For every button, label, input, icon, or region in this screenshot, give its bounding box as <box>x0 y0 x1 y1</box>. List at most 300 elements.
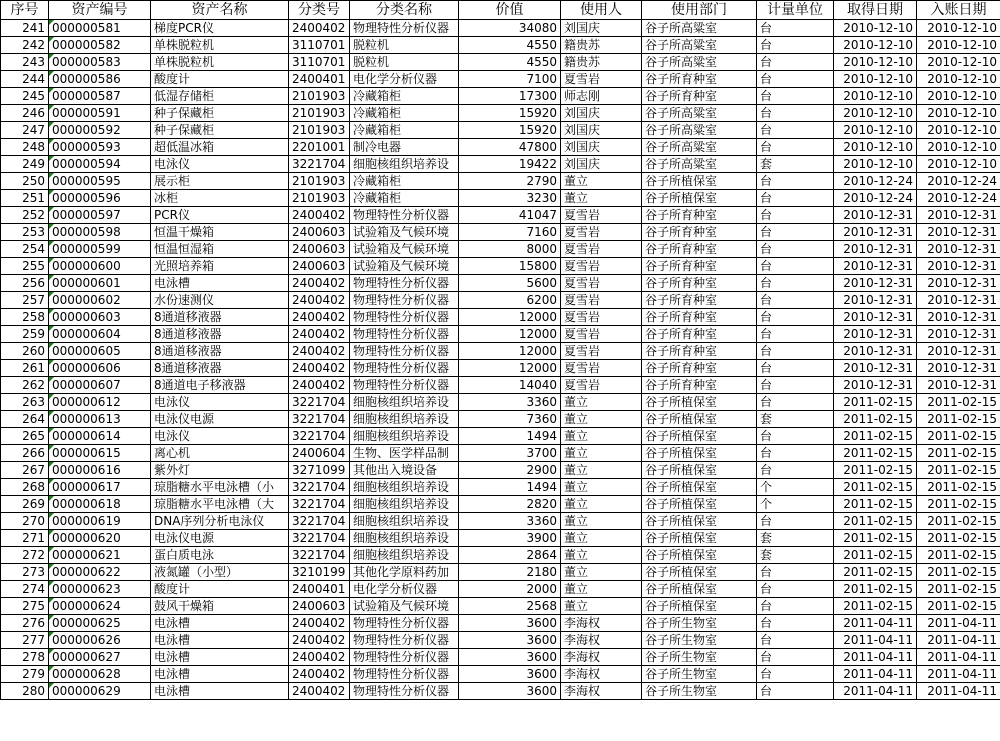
cell-booked-date[interactable]: 2011-02-15 <box>917 411 1000 428</box>
cell-asset-name[interactable]: PCR仪 <box>151 207 289 224</box>
cell-index[interactable]: 254 <box>1 241 49 258</box>
cell-asset-code[interactable]: 000000603 <box>49 309 151 326</box>
header-cell-department[interactable]: 使用部门 <box>642 1 757 20</box>
cell-category-name[interactable]: 细胞核组织培养设 <box>350 156 459 173</box>
cell-index[interactable]: 280 <box>1 683 49 700</box>
cell-unit[interactable]: 台 <box>757 54 834 71</box>
cell-asset-code[interactable]: 000000614 <box>49 428 151 445</box>
cell-acquired-date[interactable]: 2010-12-31 <box>834 292 917 309</box>
cell-booked-date[interactable]: 2011-04-11 <box>917 683 1000 700</box>
cell-category-code[interactable]: 2400402 <box>289 20 350 37</box>
cell-category-name[interactable]: 细胞核组织培养设 <box>350 411 459 428</box>
cell-index[interactable]: 243 <box>1 54 49 71</box>
cell-value[interactable]: 2000 <box>459 581 561 598</box>
cell-user[interactable]: 夏雪岩 <box>561 207 642 224</box>
cell-value[interactable]: 34080 <box>459 20 561 37</box>
cell-unit[interactable]: 台 <box>757 326 834 343</box>
cell-category-code[interactable]: 2101903 <box>289 173 350 190</box>
cell-user[interactable]: 刘国庆 <box>561 105 642 122</box>
cell-value[interactable]: 3900 <box>459 530 561 547</box>
cell-asset-name[interactable]: 种子保藏柜 <box>151 105 289 122</box>
cell-asset-code[interactable]: 000000582 <box>49 37 151 54</box>
cell-category-code[interactable]: 2400604 <box>289 445 350 462</box>
cell-asset-name[interactable]: 离心机 <box>151 445 289 462</box>
cell-booked-date[interactable]: 2010-12-31 <box>917 377 1000 394</box>
cell-category-name[interactable]: 脱粒机 <box>350 54 459 71</box>
cell-acquired-date[interactable]: 2011-02-15 <box>834 564 917 581</box>
cell-acquired-date[interactable]: 2010-12-31 <box>834 275 917 292</box>
cell-booked-date[interactable]: 2010-12-31 <box>917 326 1000 343</box>
cell-acquired-date[interactable]: 2011-02-15 <box>834 581 917 598</box>
cell-category-code[interactable]: 2400402 <box>289 326 350 343</box>
cell-asset-name[interactable]: 酸度计 <box>151 71 289 88</box>
cell-unit[interactable]: 套 <box>757 156 834 173</box>
cell-user[interactable]: 刘国庆 <box>561 20 642 37</box>
cell-asset-name[interactable]: 恒温恒湿箱 <box>151 241 289 258</box>
cell-booked-date[interactable]: 2010-12-31 <box>917 360 1000 377</box>
cell-acquired-date[interactable]: 2011-02-15 <box>834 394 917 411</box>
cell-category-name[interactable]: 细胞核组织培养设 <box>350 530 459 547</box>
cell-user[interactable]: 刘国庆 <box>561 156 642 173</box>
cell-booked-date[interactable]: 2011-02-15 <box>917 564 1000 581</box>
cell-asset-name[interactable]: 展示柜 <box>151 173 289 190</box>
cell-index[interactable]: 273 <box>1 564 49 581</box>
cell-asset-code[interactable]: 000000621 <box>49 547 151 564</box>
cell-unit[interactable]: 台 <box>757 241 834 258</box>
cell-category-name[interactable]: 物理特性分析仪器 <box>350 615 459 632</box>
cell-acquired-date[interactable]: 2010-12-31 <box>834 360 917 377</box>
cell-booked-date[interactable]: 2011-04-11 <box>917 666 1000 683</box>
cell-asset-code[interactable]: 000000592 <box>49 122 151 139</box>
cell-value[interactable]: 14040 <box>459 377 561 394</box>
cell-category-name[interactable]: 冷藏箱柜 <box>350 88 459 105</box>
cell-category-name[interactable]: 物理特性分析仪器 <box>350 275 459 292</box>
cell-asset-name[interactable]: 电泳仪 <box>151 428 289 445</box>
cell-category-name[interactable]: 物理特性分析仪器 <box>350 632 459 649</box>
cell-booked-date[interactable]: 2011-02-15 <box>917 581 1000 598</box>
cell-value[interactable]: 15800 <box>459 258 561 275</box>
cell-category-code[interactable]: 2400402 <box>289 377 350 394</box>
cell-department[interactable]: 谷子所生物室 <box>642 649 757 666</box>
cell-unit[interactable]: 台 <box>757 275 834 292</box>
cell-acquired-date[interactable]: 2010-12-10 <box>834 71 917 88</box>
cell-asset-code[interactable]: 000000581 <box>49 20 151 37</box>
cell-department[interactable]: 谷子所高粱室 <box>642 139 757 156</box>
cell-category-name[interactable]: 物理特性分析仪器 <box>350 683 459 700</box>
cell-acquired-date[interactable]: 2011-04-11 <box>834 649 917 666</box>
cell-index[interactable]: 247 <box>1 122 49 139</box>
cell-department[interactable]: 谷子所植保室 <box>642 445 757 462</box>
cell-asset-name[interactable]: 琼脂糖水平电泳槽（大 <box>151 496 289 513</box>
cell-department[interactable]: 谷子所植保室 <box>642 496 757 513</box>
cell-category-code[interactable]: 2400402 <box>289 360 350 377</box>
cell-value[interactable]: 3600 <box>459 666 561 683</box>
cell-booked-date[interactable]: 2010-12-31 <box>917 292 1000 309</box>
cell-asset-name[interactable]: 8通道移液器 <box>151 360 289 377</box>
cell-acquired-date[interactable]: 2010-12-10 <box>834 37 917 54</box>
cell-index[interactable]: 251 <box>1 190 49 207</box>
cell-unit[interactable]: 台 <box>757 377 834 394</box>
cell-unit[interactable]: 台 <box>757 37 834 54</box>
cell-department[interactable]: 谷子所育种室 <box>642 343 757 360</box>
cell-value[interactable]: 2820 <box>459 496 561 513</box>
cell-category-name[interactable]: 脱粒机 <box>350 37 459 54</box>
cell-acquired-date[interactable]: 2010-12-10 <box>834 156 917 173</box>
cell-department[interactable]: 谷子所育种室 <box>642 309 757 326</box>
cell-value[interactable]: 1494 <box>459 479 561 496</box>
cell-category-name[interactable]: 物理特性分析仪器 <box>350 343 459 360</box>
cell-unit[interactable]: 台 <box>757 224 834 241</box>
cell-value[interactable]: 7100 <box>459 71 561 88</box>
cell-unit[interactable]: 台 <box>757 190 834 207</box>
cell-user[interactable]: 夏雪岩 <box>561 360 642 377</box>
cell-category-name[interactable]: 物理特性分析仪器 <box>350 309 459 326</box>
cell-category-name[interactable]: 细胞核组织培养设 <box>350 428 459 445</box>
cell-unit[interactable]: 台 <box>757 598 834 615</box>
cell-asset-code[interactable]: 000000598 <box>49 224 151 241</box>
cell-department[interactable]: 谷子所育种室 <box>642 207 757 224</box>
cell-acquired-date[interactable]: 2010-12-10 <box>834 54 917 71</box>
cell-department[interactable]: 谷子所植保室 <box>642 428 757 445</box>
cell-value[interactable]: 3600 <box>459 683 561 700</box>
cell-asset-name[interactable]: 电泳仪 <box>151 394 289 411</box>
cell-value[interactable]: 12000 <box>459 326 561 343</box>
cell-user[interactable]: 董立 <box>561 445 642 462</box>
cell-asset-name[interactable]: 种子保藏柜 <box>151 122 289 139</box>
cell-index[interactable]: 253 <box>1 224 49 241</box>
cell-booked-date[interactable]: 2010-12-31 <box>917 258 1000 275</box>
cell-user[interactable]: 师志刚 <box>561 88 642 105</box>
cell-asset-code[interactable]: 000000625 <box>49 615 151 632</box>
cell-asset-name[interactable]: 电泳槽 <box>151 649 289 666</box>
cell-category-name[interactable]: 制冷电器 <box>350 139 459 156</box>
cell-unit[interactable]: 台 <box>757 207 834 224</box>
cell-index[interactable]: 262 <box>1 377 49 394</box>
cell-category-name[interactable]: 细胞核组织培养设 <box>350 547 459 564</box>
cell-booked-date[interactable]: 2010-12-31 <box>917 343 1000 360</box>
cell-category-name[interactable]: 生物、医学样品制 <box>350 445 459 462</box>
cell-index[interactable]: 248 <box>1 139 49 156</box>
cell-department[interactable]: 谷子所植保室 <box>642 598 757 615</box>
cell-index[interactable]: 259 <box>1 326 49 343</box>
cell-department[interactable]: 谷子所育种室 <box>642 292 757 309</box>
cell-department[interactable]: 谷子所植保室 <box>642 564 757 581</box>
cell-acquired-date[interactable]: 2010-12-31 <box>834 326 917 343</box>
cell-category-code[interactable]: 3110701 <box>289 37 350 54</box>
cell-index[interactable]: 264 <box>1 411 49 428</box>
cell-department[interactable]: 谷子所高粱室 <box>642 122 757 139</box>
cell-category-code[interactable]: 2400402 <box>289 649 350 666</box>
cell-user[interactable]: 董立 <box>561 479 642 496</box>
cell-value[interactable]: 2180 <box>459 564 561 581</box>
cell-booked-date[interactable]: 2011-02-15 <box>917 598 1000 615</box>
cell-index[interactable]: 252 <box>1 207 49 224</box>
cell-booked-date[interactable]: 2011-02-15 <box>917 530 1000 547</box>
cell-department[interactable]: 谷子所植保室 <box>642 479 757 496</box>
cell-asset-code[interactable]: 000000617 <box>49 479 151 496</box>
cell-asset-code[interactable]: 000000627 <box>49 649 151 666</box>
cell-unit[interactable]: 台 <box>757 649 834 666</box>
cell-index[interactable]: 242 <box>1 37 49 54</box>
cell-asset-name[interactable]: 8通道电子移液器 <box>151 377 289 394</box>
cell-department[interactable]: 谷子所育种室 <box>642 377 757 394</box>
cell-booked-date[interactable]: 2011-02-15 <box>917 445 1000 462</box>
cell-index[interactable]: 271 <box>1 530 49 547</box>
cell-unit[interactable]: 台 <box>757 445 834 462</box>
cell-acquired-date[interactable]: 2011-02-15 <box>834 428 917 445</box>
cell-value[interactable]: 3600 <box>459 649 561 666</box>
cell-index[interactable]: 275 <box>1 598 49 615</box>
cell-unit[interactable]: 台 <box>757 173 834 190</box>
cell-category-name[interactable]: 电化学分析仪器 <box>350 71 459 88</box>
cell-user[interactable]: 李海权 <box>561 632 642 649</box>
cell-booked-date[interactable]: 2010-12-10 <box>917 156 1000 173</box>
cell-acquired-date[interactable]: 2011-02-15 <box>834 530 917 547</box>
cell-category-name[interactable]: 冷藏箱柜 <box>350 105 459 122</box>
cell-category-name[interactable]: 冷藏箱柜 <box>350 122 459 139</box>
cell-asset-name[interactable]: 冰柜 <box>151 190 289 207</box>
cell-unit[interactable]: 台 <box>757 632 834 649</box>
cell-category-code[interactable]: 2400402 <box>289 343 350 360</box>
cell-user[interactable]: 夏雪岩 <box>561 377 642 394</box>
cell-department[interactable]: 谷子所育种室 <box>642 275 757 292</box>
cell-value[interactable]: 7160 <box>459 224 561 241</box>
cell-user[interactable]: 董立 <box>561 530 642 547</box>
cell-value[interactable]: 12000 <box>459 360 561 377</box>
cell-value[interactable]: 8000 <box>459 241 561 258</box>
cell-value[interactable]: 3230 <box>459 190 561 207</box>
cell-department[interactable]: 谷子所生物室 <box>642 615 757 632</box>
cell-booked-date[interactable]: 2010-12-10 <box>917 71 1000 88</box>
cell-value[interactable]: 3360 <box>459 513 561 530</box>
cell-department[interactable]: 谷子所高粱室 <box>642 105 757 122</box>
cell-asset-code[interactable]: 000000591 <box>49 105 151 122</box>
cell-index[interactable]: 257 <box>1 292 49 309</box>
cell-booked-date[interactable]: 2010-12-31 <box>917 275 1000 292</box>
cell-user[interactable]: 夏雪岩 <box>561 258 642 275</box>
cell-department[interactable]: 谷子所高粱室 <box>642 156 757 173</box>
cell-acquired-date[interactable]: 2011-02-15 <box>834 479 917 496</box>
cell-unit[interactable]: 台 <box>757 309 834 326</box>
cell-unit[interactable]: 个 <box>757 496 834 513</box>
cell-category-name[interactable]: 细胞核组织培养设 <box>350 513 459 530</box>
cell-value[interactable]: 2900 <box>459 462 561 479</box>
cell-value[interactable]: 5600 <box>459 275 561 292</box>
cell-department[interactable]: 谷子所育种室 <box>642 326 757 343</box>
cell-asset-name[interactable]: 单株脱粒机 <box>151 37 289 54</box>
header-cell-booked-date[interactable]: 入账日期 <box>917 1 1000 20</box>
cell-department[interactable]: 谷子所高粱室 <box>642 37 757 54</box>
cell-unit[interactable]: 台 <box>757 581 834 598</box>
cell-category-code[interactable]: 2400402 <box>289 615 350 632</box>
header-cell-value[interactable]: 价值 <box>459 1 561 20</box>
cell-unit[interactable]: 套 <box>757 530 834 547</box>
cell-user[interactable]: 夏雪岩 <box>561 71 642 88</box>
cell-category-code[interactable]: 2400402 <box>289 683 350 700</box>
cell-booked-date[interactable]: 2010-12-31 <box>917 241 1000 258</box>
cell-category-code[interactable]: 3271099 <box>289 462 350 479</box>
cell-index[interactable]: 272 <box>1 547 49 564</box>
cell-user[interactable]: 籍贵苏 <box>561 54 642 71</box>
cell-asset-name[interactable]: 8通道移液器 <box>151 343 289 360</box>
cell-booked-date[interactable]: 2011-02-15 <box>917 547 1000 564</box>
cell-user[interactable]: 董立 <box>561 190 642 207</box>
cell-value[interactable]: 19422 <box>459 156 561 173</box>
cell-booked-date[interactable]: 2010-12-10 <box>917 37 1000 54</box>
cell-category-name[interactable]: 冷藏箱柜 <box>350 190 459 207</box>
cell-asset-code[interactable]: 000000586 <box>49 71 151 88</box>
cell-index[interactable]: 241 <box>1 20 49 37</box>
cell-category-name[interactable]: 物理特性分析仪器 <box>350 207 459 224</box>
cell-index[interactable]: 258 <box>1 309 49 326</box>
cell-asset-code[interactable]: 000000595 <box>49 173 151 190</box>
cell-category-code[interactable]: 2400401 <box>289 581 350 598</box>
cell-acquired-date[interactable]: 2010-12-31 <box>834 224 917 241</box>
cell-department[interactable]: 谷子所育种室 <box>642 224 757 241</box>
cell-index[interactable]: 263 <box>1 394 49 411</box>
cell-user[interactable]: 夏雪岩 <box>561 326 642 343</box>
cell-value[interactable]: 12000 <box>459 309 561 326</box>
cell-category-code[interactable]: 2400401 <box>289 71 350 88</box>
cell-unit[interactable]: 台 <box>757 292 834 309</box>
cell-user[interactable]: 刘国庆 <box>561 139 642 156</box>
cell-department[interactable]: 谷子所植保室 <box>642 394 757 411</box>
cell-value[interactable]: 2790 <box>459 173 561 190</box>
cell-department[interactable]: 谷子所生物室 <box>642 632 757 649</box>
cell-booked-date[interactable]: 2010-12-24 <box>917 190 1000 207</box>
cell-value[interactable]: 4550 <box>459 37 561 54</box>
cell-unit[interactable]: 台 <box>757 105 834 122</box>
header-cell-user[interactable]: 使用人 <box>561 1 642 20</box>
cell-user[interactable]: 董立 <box>561 411 642 428</box>
cell-department[interactable]: 谷子所植保室 <box>642 547 757 564</box>
cell-category-code[interactable]: 3221704 <box>289 513 350 530</box>
cell-department[interactable]: 谷子所生物室 <box>642 666 757 683</box>
cell-index[interactable]: 276 <box>1 615 49 632</box>
cell-value[interactable]: 15920 <box>459 122 561 139</box>
cell-asset-code[interactable]: 000000612 <box>49 394 151 411</box>
cell-user[interactable]: 李海权 <box>561 615 642 632</box>
cell-acquired-date[interactable]: 2010-12-10 <box>834 105 917 122</box>
cell-asset-name[interactable]: 低湿存储柜 <box>151 88 289 105</box>
cell-user[interactable]: 董立 <box>561 428 642 445</box>
cell-acquired-date[interactable]: 2011-04-11 <box>834 615 917 632</box>
cell-asset-code[interactable]: 000000615 <box>49 445 151 462</box>
cell-department[interactable]: 谷子所植保室 <box>642 530 757 547</box>
cell-asset-code[interactable]: 000000607 <box>49 377 151 394</box>
cell-acquired-date[interactable]: 2011-02-15 <box>834 445 917 462</box>
cell-index[interactable]: 274 <box>1 581 49 598</box>
cell-category-code[interactable]: 3110701 <box>289 54 350 71</box>
cell-booked-date[interactable]: 2011-02-15 <box>917 513 1000 530</box>
cell-category-name[interactable]: 试验箱及气候环境 <box>350 258 459 275</box>
cell-booked-date[interactable]: 2010-12-10 <box>917 139 1000 156</box>
cell-user[interactable]: 李海权 <box>561 666 642 683</box>
cell-asset-code[interactable]: 000000605 <box>49 343 151 360</box>
cell-department[interactable]: 谷子所植保室 <box>642 462 757 479</box>
cell-asset-code[interactable]: 000000587 <box>49 88 151 105</box>
cell-department[interactable]: 谷子所植保室 <box>642 581 757 598</box>
cell-booked-date[interactable]: 2010-12-31 <box>917 207 1000 224</box>
cell-index[interactable]: 255 <box>1 258 49 275</box>
cell-category-code[interactable]: 2201001 <box>289 139 350 156</box>
cell-unit[interactable]: 台 <box>757 394 834 411</box>
cell-user[interactable]: 董立 <box>561 581 642 598</box>
cell-acquired-date[interactable]: 2011-02-15 <box>834 496 917 513</box>
cell-category-code[interactable]: 3210199 <box>289 564 350 581</box>
cell-booked-date[interactable]: 2010-12-10 <box>917 20 1000 37</box>
cell-value[interactable]: 47800 <box>459 139 561 156</box>
cell-department[interactable]: 谷子所生物室 <box>642 683 757 700</box>
cell-asset-name[interactable]: 琼脂糖水平电泳槽（小 <box>151 479 289 496</box>
cell-value[interactable]: 2568 <box>459 598 561 615</box>
header-cell-asset-name[interactable]: 资产名称 <box>151 1 289 20</box>
cell-category-name[interactable]: 物理特性分析仪器 <box>350 292 459 309</box>
cell-unit[interactable]: 台 <box>757 428 834 445</box>
cell-user[interactable]: 董立 <box>561 564 642 581</box>
cell-booked-date[interactable]: 2011-04-11 <box>917 615 1000 632</box>
cell-category-name[interactable]: 物理特性分析仪器 <box>350 649 459 666</box>
cell-user[interactable]: 董立 <box>561 547 642 564</box>
cell-asset-code[interactable]: 000000618 <box>49 496 151 513</box>
cell-asset-code[interactable]: 000000604 <box>49 326 151 343</box>
header-cell-unit[interactable]: 计量单位 <box>757 1 834 20</box>
cell-asset-code[interactable]: 000000620 <box>49 530 151 547</box>
cell-asset-code[interactable]: 000000622 <box>49 564 151 581</box>
cell-unit[interactable]: 台 <box>757 20 834 37</box>
cell-value[interactable]: 41047 <box>459 207 561 224</box>
cell-category-name[interactable]: 电化学分析仪器 <box>350 581 459 598</box>
cell-acquired-date[interactable]: 2010-12-31 <box>834 309 917 326</box>
cell-department[interactable]: 谷子所育种室 <box>642 241 757 258</box>
cell-asset-name[interactable]: 电泳仪电源 <box>151 530 289 547</box>
cell-category-code[interactable]: 2400402 <box>289 309 350 326</box>
cell-booked-date[interactable]: 2011-02-15 <box>917 496 1000 513</box>
cell-index[interactable]: 268 <box>1 479 49 496</box>
cell-asset-code[interactable]: 000000624 <box>49 598 151 615</box>
cell-index[interactable]: 245 <box>1 88 49 105</box>
cell-asset-name[interactable]: 电泳槽 <box>151 666 289 683</box>
cell-booked-date[interactable]: 2011-04-11 <box>917 649 1000 666</box>
cell-asset-name[interactable]: 8通道移液器 <box>151 326 289 343</box>
cell-booked-date[interactable]: 2010-12-24 <box>917 173 1000 190</box>
cell-category-name[interactable]: 物理特性分析仪器 <box>350 360 459 377</box>
cell-asset-code[interactable]: 000000613 <box>49 411 151 428</box>
cell-category-name[interactable]: 物理特性分析仪器 <box>350 666 459 683</box>
cell-category-code[interactable]: 3221704 <box>289 394 350 411</box>
cell-acquired-date[interactable]: 2010-12-24 <box>834 173 917 190</box>
cell-index[interactable]: 250 <box>1 173 49 190</box>
cell-category-name[interactable]: 其他化学原料药加 <box>350 564 459 581</box>
cell-department[interactable]: 谷子所育种室 <box>642 71 757 88</box>
cell-value[interactable]: 3600 <box>459 632 561 649</box>
cell-unit[interactable]: 台 <box>757 122 834 139</box>
cell-category-name[interactable]: 其他出入境设备 <box>350 462 459 479</box>
cell-value[interactable]: 3600 <box>459 615 561 632</box>
cell-category-code[interactable]: 2400402 <box>289 292 350 309</box>
cell-asset-code[interactable]: 000000623 <box>49 581 151 598</box>
cell-user[interactable]: 董立 <box>561 394 642 411</box>
cell-value[interactable]: 3360 <box>459 394 561 411</box>
cell-acquired-date[interactable]: 2011-02-15 <box>834 513 917 530</box>
cell-category-name[interactable]: 试验箱及气候环境 <box>350 224 459 241</box>
cell-asset-name[interactable]: 8通道移液器 <box>151 309 289 326</box>
cell-category-code[interactable]: 2400402 <box>289 275 350 292</box>
cell-asset-code[interactable]: 000000628 <box>49 666 151 683</box>
cell-booked-date[interactable]: 2011-02-15 <box>917 428 1000 445</box>
cell-booked-date[interactable]: 2011-04-11 <box>917 632 1000 649</box>
cell-department[interactable]: 谷子所育种室 <box>642 88 757 105</box>
